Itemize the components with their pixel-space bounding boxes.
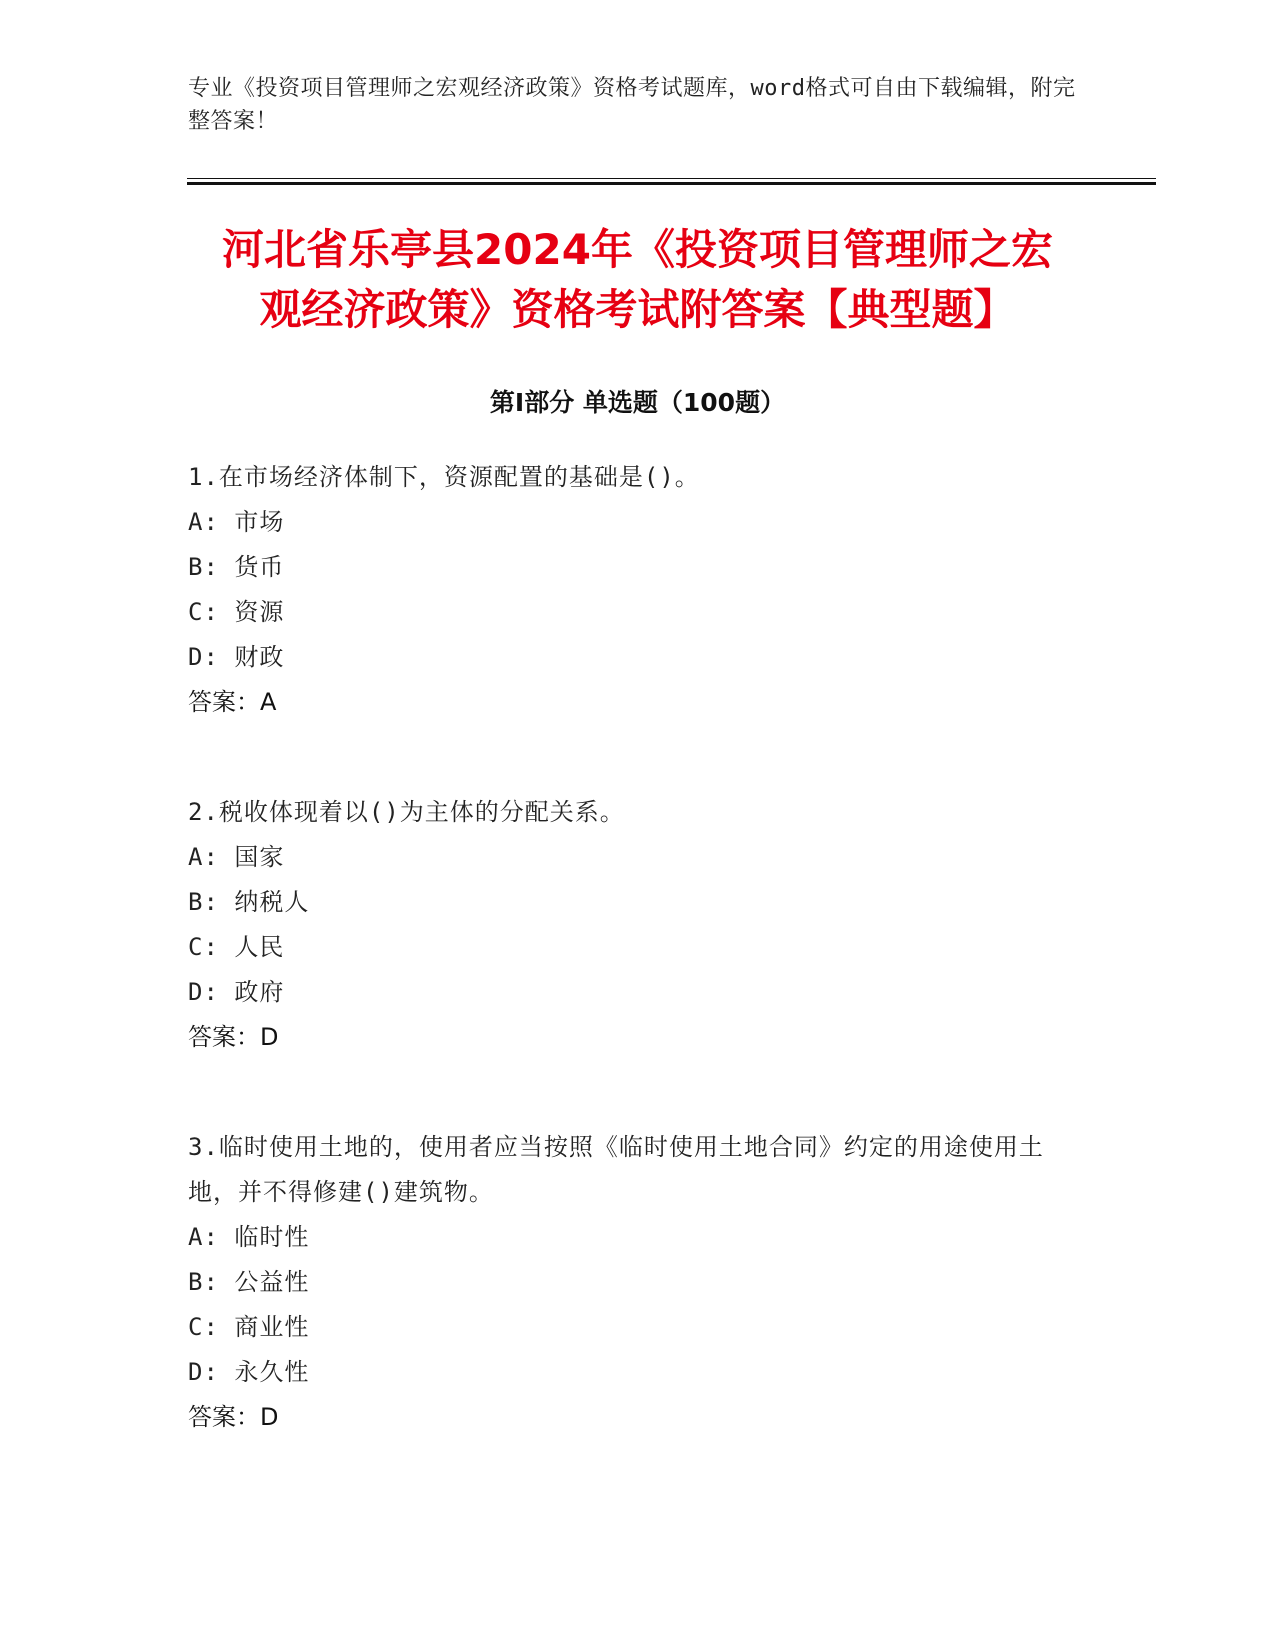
option-c: C: 商业性 <box>188 1313 310 1341</box>
option-a: A: 临时性 <box>188 1223 310 1251</box>
option-d: D: 财政 <box>188 643 285 671</box>
question-stem: 2.税收体现着以()为主体的分配关系。 <box>188 798 625 826</box>
document-title-line1: 河北省乐亭县2024年《投资项目管理师之宏 <box>222 225 1053 274</box>
question-stem: 1.在市场经济体制下，资源配置的基础是()。 <box>188 463 700 491</box>
option-d: D: 永久性 <box>188 1358 310 1386</box>
option-c: C: 人民 <box>188 933 285 961</box>
option-b: B: 公益性 <box>188 1268 310 1296</box>
answer-line: 答案：D <box>188 1403 279 1431</box>
question-stem: 3.临时使用土地的，使用者应当按照《临时使用土地合同》约定的用途使用土地，并不得修建()建筑物。 <box>188 1133 1044 1206</box>
question-1 <box>188 455 1088 725</box>
section-heading: 第Ⅰ部分 单选题（100题） <box>489 388 786 417</box>
option-a: A: 市场 <box>188 508 285 536</box>
option-d: D: 政府 <box>188 978 285 1006</box>
header-rule-thick <box>187 182 1156 185</box>
header-rule-thin <box>187 178 1156 179</box>
header-note: 专业《投资项目管理师之宏观经济政策》资格考试题库，word格式可自由下载编辑，附完整答案！ <box>188 76 1076 134</box>
answer-line: 答案：A <box>188 688 277 716</box>
document-title-line2: 观经济政策》资格考试附答案【典型题】 <box>259 285 1016 334</box>
question-3 <box>188 1125 1088 1440</box>
document-title <box>150 220 1125 340</box>
option-b: B: 货币 <box>188 553 285 581</box>
option-b: B: 纳税人 <box>188 888 310 916</box>
option-c: C: 资源 <box>188 598 285 626</box>
option-a: A: 国家 <box>188 843 285 871</box>
answer-line: 答案：D <box>188 1023 279 1051</box>
question-2 <box>188 790 1088 1060</box>
